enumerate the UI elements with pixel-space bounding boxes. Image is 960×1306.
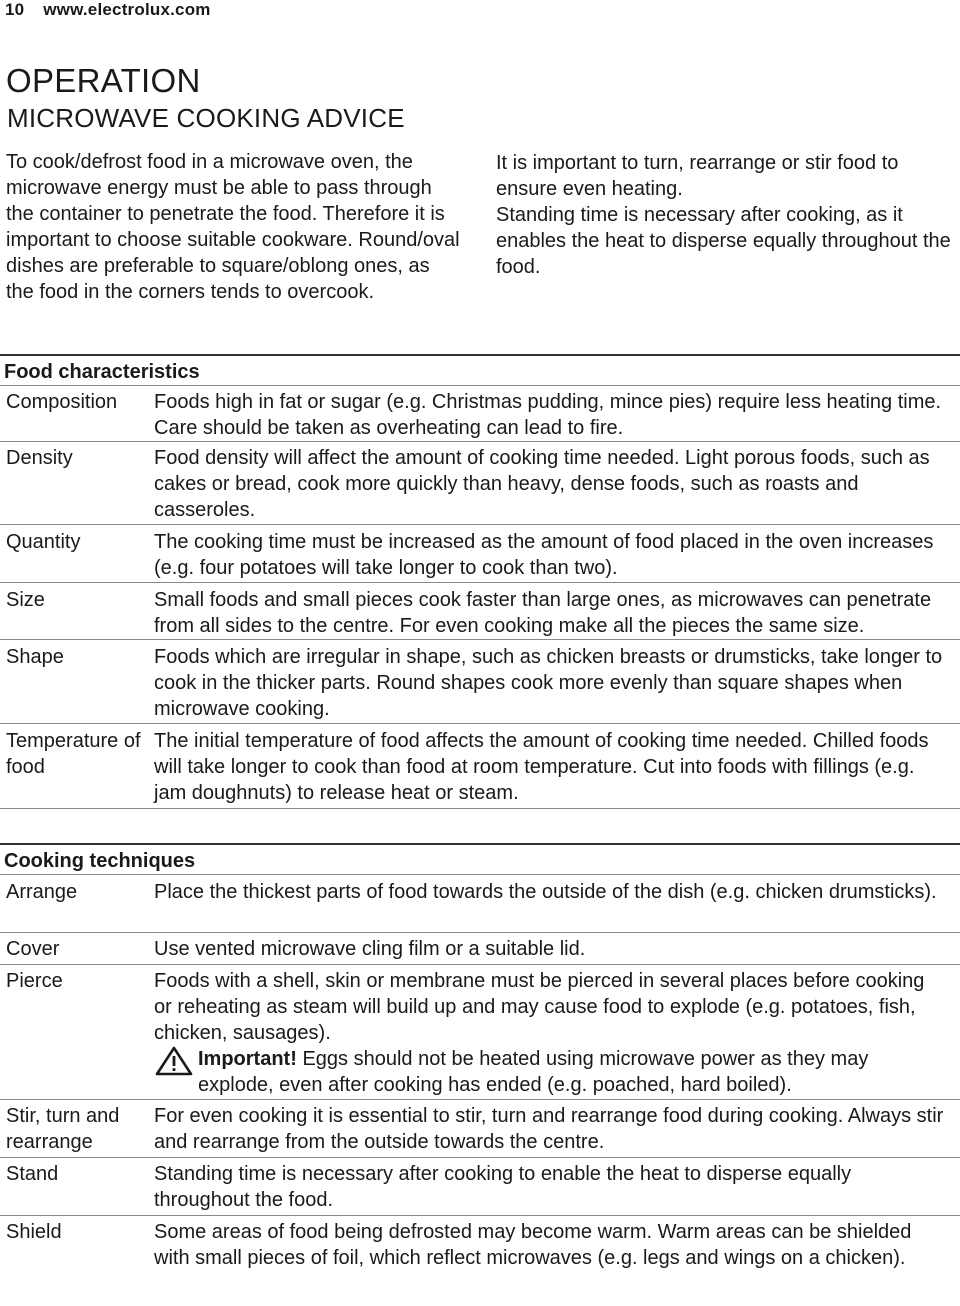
intro-right-text-1: It is important to turn, rearrange or stir food to ensure even heating. [496, 152, 899, 200]
row-label: Quantity [6, 531, 81, 553]
table-row [0, 639, 960, 723]
important-notice [154, 1046, 946, 1098]
table-row [0, 932, 960, 964]
page-header [5, 0, 211, 20]
row-text: Foods high in fat or sugar (e.g. Christmas pudding, mince pies) require less heating time. Care should be taken as overheating can lead to fire. [154, 391, 942, 439]
row-text: Food density will affect the amount of cooking time needed. Light porous foods, such as cakes or bread, cook more quickly than heavy, dense foods, such as roasts and casseroles. [154, 447, 930, 521]
table-row [0, 1099, 960, 1157]
table-row [0, 1215, 960, 1298]
intro-left-column [6, 149, 460, 305]
row-text: Use vented microwave cling film or a suitable lid. [154, 938, 586, 960]
cooking-techniques-table [0, 843, 960, 1298]
row-label: Shape [6, 646, 64, 668]
table-row [0, 723, 960, 808]
table-row [0, 524, 960, 582]
table-row [0, 964, 960, 1099]
row-text: Foods with a shell, skin or membrane must be pierced in several places before cooking or reheating as steam will build up and may cause food to explode (e.g. potatoes, fish, chicken, sausages). [154, 970, 925, 1044]
row-text: Some areas of food being defrosted may become warm. Warm areas can be shielded with small pieces of foil, which reflect microwaves (e.g. legs and wings on a chicken). [154, 1221, 912, 1269]
row-text: The cooking time must be increased as the amount of food placed in the oven increases (e.g. four potatoes will take longer to cook than two). [154, 531, 934, 579]
table-row [0, 385, 960, 441]
row-content [154, 965, 960, 1099]
row-label: Pierce [6, 970, 63, 992]
row-label: Stand [6, 1163, 59, 1185]
row-label: Arrange [6, 881, 78, 903]
row-label: Composition [6, 391, 118, 413]
food-characteristics-table [0, 354, 960, 809]
row-label: Stir, turn and rearrange [6, 1105, 120, 1153]
row-text: Small foods and small pieces cook faster than large ones, as microwaves can penetrate from all sides to the centre. For even cooking make all the pieces the same size. [154, 589, 932, 637]
table-heading: Cooking techniques [0, 843, 960, 874]
row-label: Size [6, 589, 45, 611]
row-text: Standing time is necessary after cooking to enable the heat to disperse equally throughout the food. [154, 1163, 852, 1211]
row-label: Shield [6, 1221, 62, 1243]
table-bottom-rule [0, 808, 960, 809]
row-text: For even cooking it is essential to stir, turn and rearrange food during cooking. Always stir and rearrange from the outside towards the centre. [154, 1105, 944, 1153]
page-number: 10 [5, 0, 25, 19]
row-text: Foods which are irregular in shape, such as chicken breasts or drumsticks, take longer to cook in the thicker parts. Round shapes cook more evenly than square shapes when microwave cooking. [154, 646, 943, 720]
row-text: The initial temperature of food affects the amount of cooking time needed. Chilled foods will take longer to cook than food at room temperature. Cut into foods with fillings (e.g. jam doughnuts) to release heat or steam. [154, 730, 929, 804]
row-label: Density [6, 447, 73, 469]
row-text: Place the thickest parts of food towards the outside of the dish (e.g. chicken drumsticks). [154, 881, 937, 903]
table-row [0, 441, 960, 524]
warning-triangle-icon [154, 1046, 198, 1083]
important-label: Important! [198, 1048, 297, 1070]
section-subtitle: MICROWAVE COOKING ADVICE [7, 103, 405, 133]
intro-left-text: To cook/defrost food in a microwave oven, the microwave energy must be able to pass through the container to penetrate the food. Therefore it is important to choose suitable cookware. Round/oval dishes are preferable to square/oblong ones, as the food in the corners tends to overcook. [6, 151, 460, 303]
table-row [0, 874, 960, 932]
table-heading: Food characteristics [0, 354, 960, 385]
table-row [0, 582, 960, 639]
section-title: OPERATION [6, 62, 201, 99]
intro-right-column [496, 150, 956, 280]
table-row [0, 1157, 960, 1215]
important-body: Eggs should not be heated using microwave power as they may explode, even after cooking has ended (e.g. poached, hard boiled). [198, 1048, 869, 1096]
row-label: Cover [6, 938, 60, 960]
row-label: Temperature of food [6, 730, 141, 778]
intro-right-text-2: Standing time is necessary after cooking, as it enables the heat to disperse equally throughout the food. [496, 204, 951, 278]
website-link[interactable]: www.electrolux.com [43, 0, 211, 19]
important-text [198, 1046, 946, 1098]
